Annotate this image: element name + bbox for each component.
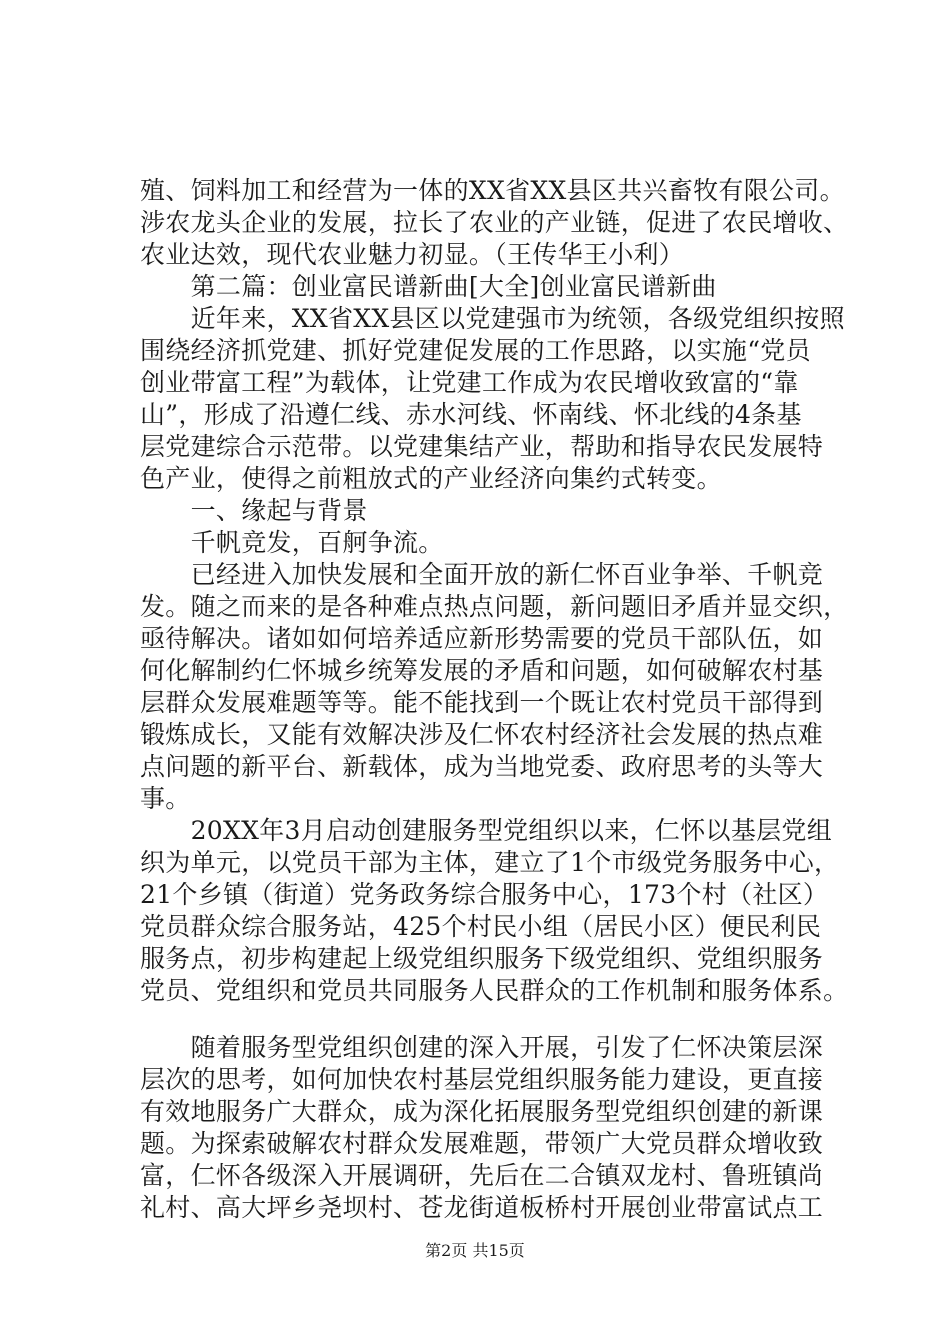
text-line: 千帆竞发，百舸争流。 — [140, 528, 444, 557]
text-line: 事。 — [140, 784, 191, 813]
text-line: 近年来，XX省XX县区以党建强市为统领，各级党组织按照 — [140, 304, 845, 333]
text-line: 山”，形成了沿遵仁线、赤水河线、怀南线、怀北线的4条基 — [140, 400, 802, 429]
text-line: 富，仁怀各级深入开展调研，先后在二合镇双龙村、鲁班镇尚 — [140, 1161, 824, 1190]
text-line: 党员群众综合服务站，425个村民小组（居民小区）便民利民 — [140, 912, 822, 941]
text-line: 党员、党组织和党员共同服务人民群众的工作机制和服务体系。 — [140, 976, 849, 1005]
text-line: 20XX年3月启动创建服务型党组织以来，仁怀以基层党组 — [140, 816, 833, 845]
text-line: 围绕经济抓党建、抓好党建促发展的工作思路，以实施“党员 — [140, 336, 811, 365]
text-line: 随着服务型党组织创建的深入开展，引发了仁怀决策层深 — [140, 1033, 824, 1062]
text-line: 有效地服务广大群众，成为深化拓展服务型党组织创建的新课 — [140, 1097, 824, 1126]
text-line: 发。随之而来的是各种难点热点问题，新问题旧矛盾并显交织， — [140, 592, 849, 621]
text-line: 层党建综合示范带。以党建集结产业，帮助和指导农民发展特 — [140, 432, 824, 461]
text-line: 点问题的新平台、新载体，成为当地党委、政府思考的头等大 — [140, 752, 824, 781]
text-line: 锻炼成长，又能有效解决涉及仁怀农村经济社会发展的热点难 — [140, 720, 824, 749]
text-line: 涉农龙头企业的发展，拉长了农业的产业链，促进了农民增收、 — [140, 208, 849, 237]
text-line: 农业达效，现代农业魅力初显。（王传华王小利） — [140, 240, 685, 269]
text-line: 服务点，初步构建起上级党组织服务下级党组织、党组织服务 — [140, 944, 824, 973]
page-number-footer: 第2页 共15页 — [425, 1241, 525, 1260]
text-line: 题。为探索破解农村群众发展难题，带领广大党员群众增收致 — [140, 1129, 824, 1158]
text-line: 亟待解决。诸如如何培养适应新形势需要的党员干部队伍，如 — [140, 624, 824, 653]
text-line: 织为单元，以党员干部为主体，建立了1个市级党务服务中心， — [140, 848, 840, 877]
section-heading: 第二篇：创业富民谱新曲[大全]创业富民谱新曲 — [140, 272, 717, 301]
text-line: 殖、饲料加工和经营为一体的XX省XX县区共兴畜牧有限公司。 — [140, 176, 845, 205]
text-line: 层次的思考，如何加快农村基层党组织服务能力建设，更直接 — [140, 1065, 824, 1094]
text-line: 层群众发展难题等等。能不能找到一个既让农村党员干部得到 — [140, 688, 824, 717]
text-line: 已经进入加快发展和全面开放的新仁怀百业争举、千帆竞 — [140, 560, 824, 589]
subsection-heading: 一、缘起与背景 — [140, 496, 368, 525]
text-line: 色产业，使得之前粗放式的产业经济向集约式转变。 — [140, 464, 722, 493]
text-line: 创业带富工程”为载体，让党建工作成为农民增收致富的“靠 — [140, 368, 799, 397]
text-line: 21个乡镇（街道）党务政务综合服务中心，173个村（社区） — [140, 880, 829, 909]
text-line: 礼村、高大坪乡尧坝村、苍龙街道板桥村开展创业带富试点工 — [140, 1193, 824, 1222]
text-line: 何化解制约仁怀城乡统筹发展的矛盾和问题，如何破解农村基 — [140, 656, 824, 685]
